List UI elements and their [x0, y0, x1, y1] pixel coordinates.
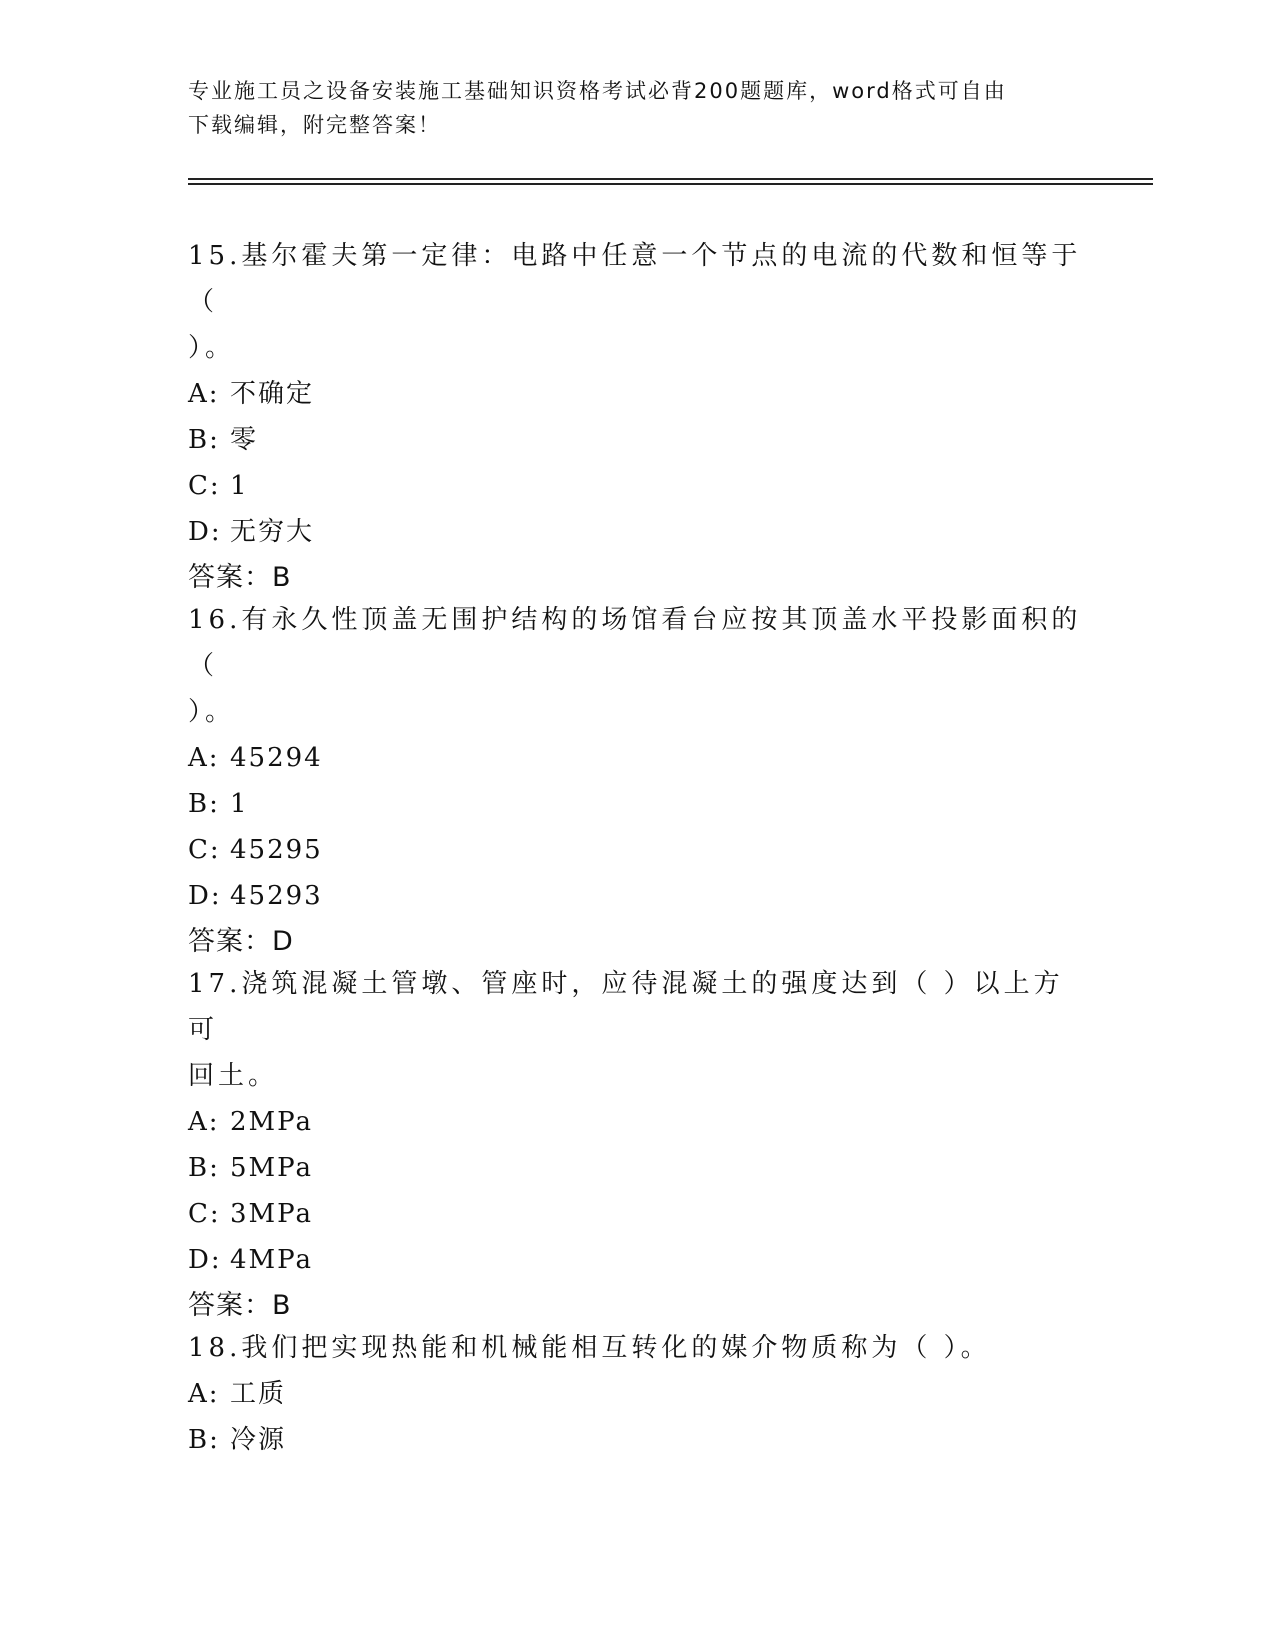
- option-text: 不确定: [230, 379, 315, 409]
- option-text: 45295: [230, 835, 323, 865]
- question-17: [188, 961, 1088, 1329]
- option-letter: B:: [188, 1153, 220, 1183]
- option-letter: B:: [188, 789, 220, 819]
- option-letter: D:: [188, 1245, 222, 1275]
- question-stem-line: 15.基尔霍夫第一定律：电路中任意一个节点的电流的代数和恒等于（: [188, 241, 1082, 317]
- question-stem-line: 16.有永久性顶盖无围护结构的场馆看台应按其顶盖水平投影面积的（: [188, 605, 1082, 681]
- option-letter: A:: [188, 379, 220, 409]
- option-letter: B:: [188, 1425, 220, 1455]
- option-letter: A:: [188, 743, 220, 773]
- question-stem-line: 回土。: [188, 1061, 279, 1091]
- option-letter: B:: [188, 425, 220, 455]
- option-letter: C:: [188, 471, 221, 501]
- answer-line: 答案：B: [188, 1290, 292, 1321]
- option-a: [188, 371, 1088, 417]
- option-text: 45293: [230, 881, 323, 911]
- option-text: 4MPa: [230, 1245, 313, 1275]
- option-a: [188, 735, 1088, 781]
- option-b: [188, 417, 1088, 463]
- header-line-2: 下载编辑，附完整答案！: [188, 113, 441, 137]
- question-18: [188, 1325, 1088, 1463]
- option-b: [188, 1145, 1088, 1191]
- option-text: 零: [230, 425, 259, 455]
- option-text: 1: [230, 789, 249, 819]
- question-stem-line: 17.浇筑混凝土管墩、管座时，应待混凝土的强度达到（ ）以上方可: [188, 969, 1064, 1045]
- option-letter: C:: [188, 1199, 221, 1229]
- option-c: [188, 1191, 1088, 1237]
- document-header: [188, 74, 1088, 142]
- option-d: [188, 873, 1088, 919]
- option-letter: A:: [188, 1107, 220, 1137]
- question-stem-line: 18.我们把实现热能和机械能相互转化的媒介物质称为（ ）。: [188, 1333, 991, 1363]
- option-text: 冷源: [230, 1425, 287, 1455]
- option-d: [188, 509, 1088, 555]
- option-text: 无穷大: [230, 517, 315, 547]
- option-text: 2MPa: [230, 1107, 313, 1137]
- option-a: [188, 1371, 1088, 1417]
- header-divider-top: [188, 178, 1153, 180]
- option-letter: A:: [188, 1379, 220, 1409]
- option-b: [188, 1417, 1088, 1463]
- option-text: 3MPa: [230, 1199, 313, 1229]
- question-stem-line: ）。: [188, 333, 236, 363]
- answer-line: 答案：B: [188, 562, 292, 593]
- option-b: [188, 781, 1088, 827]
- option-text: 5MPa: [230, 1153, 313, 1183]
- question-stem-line: ）。: [188, 697, 236, 727]
- answer-line: 答案：D: [188, 926, 294, 957]
- option-d: [188, 1237, 1088, 1283]
- option-letter: C:: [188, 835, 221, 865]
- option-c: [188, 827, 1088, 873]
- question-15: [188, 233, 1088, 601]
- question-16: [188, 597, 1088, 965]
- option-a: [188, 1099, 1088, 1145]
- header-line-1: 专业施工员之设备安装施工基础知识资格考试必背200题题库，word格式可自由: [188, 79, 1007, 103]
- option-text: 45294: [230, 743, 323, 773]
- header-divider-bottom: [188, 183, 1153, 185]
- option-text: 工质: [230, 1379, 287, 1409]
- option-c: [188, 463, 1088, 509]
- option-letter: D:: [188, 517, 222, 547]
- option-letter: D:: [188, 881, 222, 911]
- option-text: 1: [230, 471, 249, 501]
